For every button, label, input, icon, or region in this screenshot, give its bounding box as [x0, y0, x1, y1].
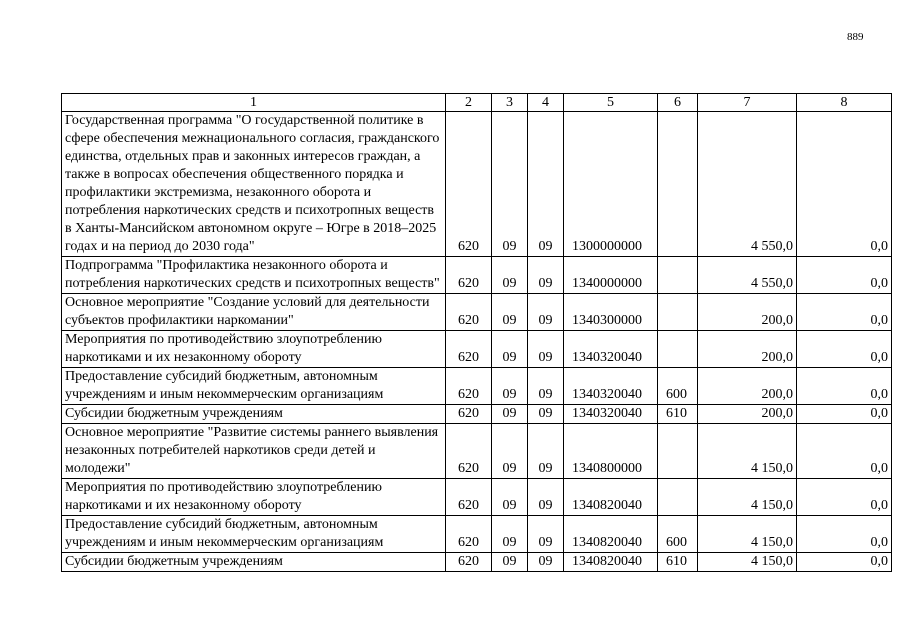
row-name-cell: Мероприятия по противодействию злоупотреблению наркотиками и их незаконному обороту	[62, 479, 446, 516]
table-row	[62, 368, 892, 405]
row-col-8-cell: 0,0	[797, 294, 892, 331]
row-col-8-cell: 0,0	[797, 405, 892, 424]
header-col-7: 7	[698, 94, 797, 112]
row-col-7-cell: 200,0	[698, 405, 797, 424]
row-col-3-cell: 09	[492, 368, 528, 405]
row-col-2-cell: 620	[446, 405, 492, 424]
row-col-3-cell: 09	[492, 112, 528, 257]
row-name-cell: Основное мероприятие "Создание условий для деятельности субъектов профилактики наркомании"	[62, 294, 446, 331]
row-col-7-cell: 4 150,0	[698, 479, 797, 516]
row-col-5-cell: 1300000000	[564, 112, 658, 257]
row-col-8-cell: 0,0	[797, 331, 892, 368]
table-row	[62, 257, 892, 294]
row-col-3-cell: 09	[492, 516, 528, 553]
row-col-5-cell: 1340820040	[564, 479, 658, 516]
row-name-cell: Государственная программа "О государственной политике в сфере обеспечения межнационального согласия, гражданского единства, отдельных прав и законных интересов граждан, а также в вопросах обеспечения общественного порядка и профилактики экстремизма, незаконного оборота и потребления наркотических средств и психотропных веществ в Ханты-Мансийском автономном округе – Югре в 2018–2025 годах и на период до 2030 года"	[62, 112, 446, 257]
row-col-2-cell: 620	[446, 257, 492, 294]
row-col-7-cell: 4 150,0	[698, 424, 797, 479]
row-col-3-cell: 09	[492, 257, 528, 294]
row-col-7-cell: 200,0	[698, 331, 797, 368]
row-col-2-cell: 620	[446, 294, 492, 331]
row-col-3-cell: 09	[492, 294, 528, 331]
header-col-5: 5	[564, 94, 658, 112]
row-col-4-cell: 09	[528, 331, 564, 368]
header-col-4: 4	[528, 94, 564, 112]
row-col-7-cell: 4 150,0	[698, 516, 797, 553]
row-col-4-cell: 09	[528, 294, 564, 331]
row-col-4-cell: 09	[528, 516, 564, 553]
table-row	[62, 553, 892, 572]
page-number: 889	[847, 31, 864, 43]
header-col-8: 8	[797, 94, 892, 112]
row-name-cell: Предоставление субсидий бюджетным, автономным учреждениям и иным некоммерческим организациям	[62, 516, 446, 553]
row-col-8-cell: 0,0	[797, 112, 892, 257]
row-col-4-cell: 09	[528, 368, 564, 405]
row-col-7-cell: 4 550,0	[698, 112, 797, 257]
row-col-4-cell: 09	[528, 405, 564, 424]
row-col-2-cell: 620	[446, 479, 492, 516]
row-col-5-cell: 1340320040	[564, 368, 658, 405]
row-col-3-cell: 09	[492, 424, 528, 479]
row-col-2-cell: 620	[446, 424, 492, 479]
row-col-2-cell: 620	[446, 112, 492, 257]
row-col-6-cell: 610	[658, 553, 698, 572]
header-col-1: 1	[62, 94, 446, 112]
row-name-cell: Подпрограмма "Профилактика незаконного оборота и потребления наркотических средств и психотропных веществ"	[62, 257, 446, 294]
row-col-5-cell: 1340800000	[564, 424, 658, 479]
row-col-4-cell: 09	[528, 479, 564, 516]
row-col-2-cell: 620	[446, 553, 492, 572]
row-col-5-cell: 1340320040	[564, 405, 658, 424]
row-name-cell: Субсидии бюджетным учреждениям	[62, 553, 446, 572]
row-col-8-cell: 0,0	[797, 553, 892, 572]
row-col-8-cell: 0,0	[797, 424, 892, 479]
table-body	[62, 112, 892, 572]
row-col-2-cell: 620	[446, 331, 492, 368]
table-row	[62, 405, 892, 424]
row-col-8-cell: 0,0	[797, 368, 892, 405]
header-col-3: 3	[492, 94, 528, 112]
table-row	[62, 331, 892, 368]
row-col-8-cell: 0,0	[797, 479, 892, 516]
header-row	[62, 94, 892, 112]
row-name-cell: Основное мероприятие "Развитие системы раннего выявления незаконных потребителей наркотиков среди детей и молодежи"	[62, 424, 446, 479]
table-row	[62, 516, 892, 553]
row-col-6-cell	[658, 294, 698, 331]
row-col-5-cell: 1340000000	[564, 257, 658, 294]
row-col-7-cell: 4 150,0	[698, 553, 797, 572]
row-col-6-cell	[658, 331, 698, 368]
table-row	[62, 294, 892, 331]
row-col-5-cell: 1340820040	[564, 516, 658, 553]
row-col-2-cell: 620	[446, 516, 492, 553]
row-col-6-cell: 610	[658, 405, 698, 424]
row-col-2-cell: 620	[446, 368, 492, 405]
row-col-4-cell: 09	[528, 553, 564, 572]
row-col-8-cell: 0,0	[797, 516, 892, 553]
row-col-4-cell: 09	[528, 257, 564, 294]
header-col-2: 2	[446, 94, 492, 112]
row-col-3-cell: 09	[492, 479, 528, 516]
table-row	[62, 424, 892, 479]
row-col-6-cell	[658, 424, 698, 479]
budget-table	[61, 93, 892, 572]
row-col-7-cell: 200,0	[698, 294, 797, 331]
row-col-3-cell: 09	[492, 405, 528, 424]
row-col-7-cell: 200,0	[698, 368, 797, 405]
row-col-4-cell: 09	[528, 112, 564, 257]
row-col-7-cell: 4 550,0	[698, 257, 797, 294]
row-name-cell: Мероприятия по противодействию злоупотреблению наркотиками и их незаконному обороту	[62, 331, 446, 368]
header-col-6: 6	[658, 94, 698, 112]
row-col-4-cell: 09	[528, 424, 564, 479]
row-col-6-cell	[658, 479, 698, 516]
row-col-3-cell: 09	[492, 553, 528, 572]
row-name-cell: Предоставление субсидий бюджетным, автономным учреждениям и иным некоммерческим организациям	[62, 368, 446, 405]
row-col-6-cell: 600	[658, 516, 698, 553]
row-col-5-cell: 1340300000	[564, 294, 658, 331]
row-col-6-cell	[658, 112, 698, 257]
row-col-5-cell: 1340320040	[564, 331, 658, 368]
row-col-6-cell: 600	[658, 368, 698, 405]
table-row	[62, 479, 892, 516]
table-row	[62, 112, 892, 257]
row-col-3-cell: 09	[492, 331, 528, 368]
row-name-cell: Субсидии бюджетным учреждениям	[62, 405, 446, 424]
row-col-8-cell: 0,0	[797, 257, 892, 294]
row-col-6-cell	[658, 257, 698, 294]
row-col-5-cell: 1340820040	[564, 553, 658, 572]
